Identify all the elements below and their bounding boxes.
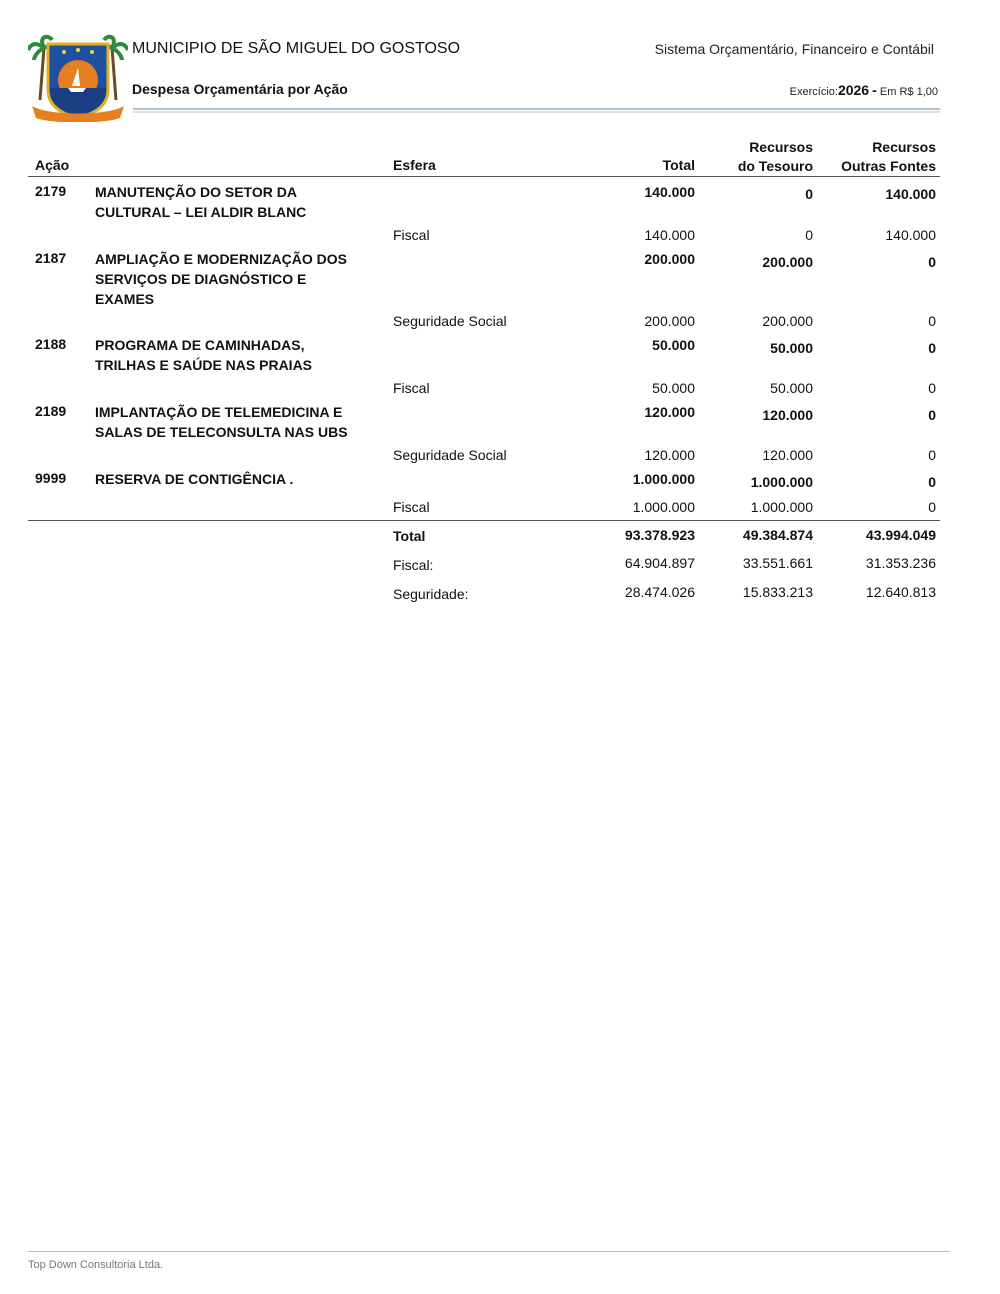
action-desc-line: SERVIÇOS DE DIAGNÓSTICO E [95, 271, 307, 287]
exercise-label: Exercício: [789, 86, 838, 98]
esfera-outras: 0 [928, 313, 936, 329]
fiscal-total-tesouro: 33.551.661 [742, 555, 813, 571]
action-total: 140.000 [644, 184, 695, 200]
municipal-coat-of-arms-icon [28, 30, 128, 122]
seguridade-total-outras: 12.640.813 [865, 584, 936, 600]
esfera-outras: 0 [928, 499, 936, 515]
action-outras: 0 [928, 254, 936, 270]
exercise-year: 2026 [837, 82, 870, 98]
esfera-tesouro: 200.000 [762, 313, 813, 329]
esfera-tesouro: 120.000 [762, 447, 813, 463]
action-desc-line: TRILHAS E SAÚDE NAS PRAIAS [95, 357, 313, 373]
action-code: 2188 [35, 336, 67, 352]
action-code: 2187 [35, 250, 67, 266]
esfera-total: 140.000 [644, 227, 695, 243]
action-code: 9999 [35, 470, 67, 486]
action-description [95, 469, 385, 489]
grand-total: 93.378.923 [624, 527, 695, 543]
report-title: Despesa Orçamentária por Ação [132, 81, 348, 97]
esfera-name: Fiscal [393, 227, 430, 243]
totals-rule [28, 520, 940, 521]
footer-rule [28, 1251, 950, 1252]
action-tesouro: 0 [805, 186, 813, 202]
action-tesouro: 1.000.000 [750, 474, 813, 490]
grand-total-outras: 43.994.049 [865, 527, 936, 543]
currency-label: Em R$ 1,00 [879, 86, 938, 98]
fiscal-total-label: Fiscal: [393, 557, 434, 573]
action-total: 200.000 [644, 251, 695, 267]
action-tesouro: 120.000 [762, 407, 813, 423]
esfera-outras: 0 [928, 380, 936, 396]
seguridade-total-label: Seguridade: [393, 586, 469, 602]
action-tesouro: 50.000 [770, 340, 813, 356]
action-description [95, 402, 385, 442]
col-outras-line2: Outras Fontes [841, 158, 936, 174]
col-tesouro-line2: do Tesouro [737, 158, 813, 174]
action-outras: 140.000 [885, 186, 936, 202]
action-desc-line: EXAMES [95, 291, 155, 307]
esfera-total: 50.000 [652, 380, 695, 396]
action-description [95, 335, 385, 375]
action-desc-line: IMPLANTAÇÃO DE TELEMEDICINA E [95, 404, 343, 420]
esfera-tesouro: 0 [805, 227, 813, 243]
esfera-outras: 140.000 [885, 227, 936, 243]
esfera-name: Seguridade Social [393, 447, 507, 463]
action-outras: 0 [928, 340, 936, 356]
seguridade-total: 28.474.026 [624, 584, 695, 600]
esfera-tesouro: 1.000.000 [750, 499, 813, 515]
action-total: 120.000 [644, 404, 695, 420]
action-desc-line: AMPLIAÇÃO E MODERNIZAÇÃO DOS [95, 251, 347, 267]
col-tesouro-line1: Recursos [749, 139, 813, 155]
esfera-tesouro: 50.000 [770, 380, 813, 396]
fiscal-total-outras: 31.353.236 [865, 555, 936, 571]
esfera-total: 120.000 [644, 447, 695, 463]
action-total: 1.000.000 [632, 471, 695, 487]
header-divider-shadow [133, 111, 940, 113]
action-outras: 0 [928, 407, 936, 423]
table-header-rule [28, 176, 940, 177]
action-desc-line: PROGRAMA DE CAMINHADAS, [95, 337, 305, 353]
grand-total-label: Total [393, 528, 426, 544]
seguridade-total-tesouro: 15.833.213 [742, 584, 813, 600]
fiscal-total: 64.904.897 [624, 555, 695, 571]
action-total: 50.000 [652, 337, 695, 353]
action-desc-line: SALAS DE TELECONSULTA NAS UBS [95, 424, 348, 440]
esfera-total: 1.000.000 [632, 499, 695, 515]
header-divider [133, 108, 940, 110]
exercise-dash: - [872, 82, 877, 98]
col-esfera: Esfera [393, 157, 436, 173]
action-outras: 0 [928, 474, 936, 490]
action-desc-line: CULTURAL – LEI ALDIR BLANC [95, 204, 307, 220]
esfera-name: Fiscal [393, 380, 430, 396]
action-code: 2189 [35, 403, 67, 419]
municipality-name: MUNICIPIO DE SÃO MIGUEL DO GOSTOSO [132, 40, 461, 57]
action-description [95, 249, 385, 309]
action-desc-line: MANUTENÇÃO DO SETOR DA [95, 184, 297, 200]
action-code: 2179 [35, 183, 67, 199]
esfera-outras: 0 [928, 447, 936, 463]
grand-total-tesouro: 49.384.874 [742, 527, 813, 543]
esfera-total: 200.000 [644, 313, 695, 329]
col-total: Total [662, 157, 695, 173]
action-description [95, 182, 385, 222]
action-desc-line: RESERVA DE CONTIGÊNCIA . [95, 471, 294, 487]
esfera-name: Fiscal [393, 499, 430, 515]
footer-company: Top Down Consultoria Ltda. [28, 1259, 164, 1271]
col-outras-line1: Recursos [872, 139, 936, 155]
action-tesouro: 200.000 [762, 254, 813, 270]
exercise-info [790, 82, 938, 98]
esfera-name: Seguridade Social [393, 313, 507, 329]
system-name: Sistema Orçamentário, Financeiro e Contábil [654, 41, 934, 57]
col-acao: Ação [35, 157, 70, 173]
